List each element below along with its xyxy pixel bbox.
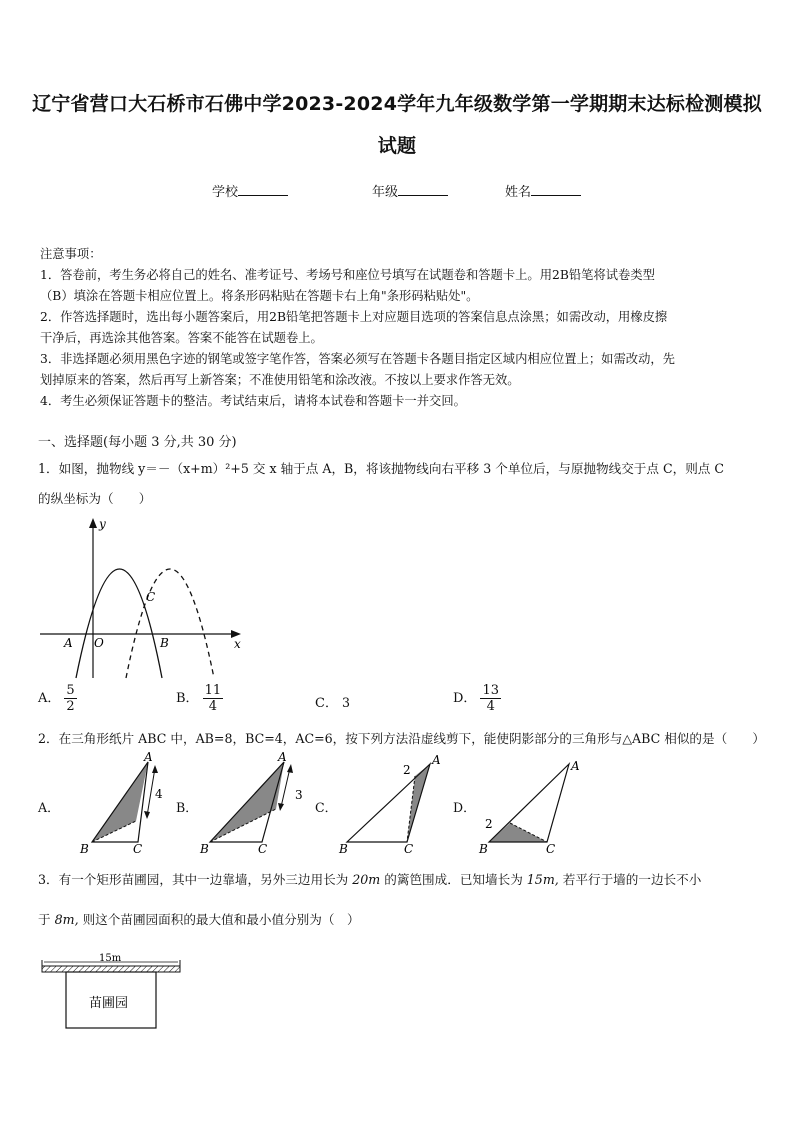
q1-option-c[interactable]: C． 3 [315, 695, 350, 711]
point-b-label: B [160, 636, 169, 650]
note-line: （B）填涂在答题卡相应位置上。将条形码粘贴在答题卡右上角"条形码粘贴处"。 [40, 289, 479, 303]
note-line: 3．非选择题必须用黑色字迹的钢笔或签字笔作答，答案必须写在答题卡各题目指定区域内相应位置上；如需改动，先 [40, 352, 675, 366]
length-mark: 3 [295, 788, 303, 802]
grade-label: 年级 [372, 185, 399, 200]
length-mark: 2 [485, 817, 493, 831]
q2-figure-b [196, 752, 316, 857]
q3-garden-figure [38, 950, 188, 1035]
q1-option-b[interactable]: B． $\frac{11}{4}$ [176, 683, 222, 714]
length-mark: 4 [155, 787, 163, 801]
note-line: 2．作答选择题时，选出每小题答案后，用2B铅笔把答题卡上对应题目选项的答案信息点涂黑；如需改动，用橡皮擦 [40, 310, 668, 324]
note-line: 干净后，再选涂其他答案。答案不能答在试题卷上。 [40, 331, 323, 345]
fraction: $\frac{11}{4}$ [204, 683, 222, 714]
note-line: 划掉原来的答案，然后再写上新答案；不准使用铅笔和涂改液。不按以上要求作答无效。 [40, 373, 520, 387]
q2-figure-c [335, 752, 455, 857]
grade-blank [398, 183, 448, 196]
school-label: 学校 [212, 185, 239, 200]
q1-option-a[interactable]: A． $\frac{5}{2}$ [38, 683, 75, 714]
vertex-b: B [200, 842, 209, 856]
note-line: 1．答卷前，考生务必将自己的姓名、准考证号、考场号和座位号填写在试题卷和答题卡上。用2B铅笔将试卷类型 [40, 268, 655, 282]
name-blank [531, 183, 581, 196]
q1-option-d[interactable]: D． $\frac{13}{4}$ [453, 683, 499, 714]
fraction: $\frac{5}{2}$ [66, 683, 75, 714]
name-field [505, 181, 581, 200]
origin-label: O [94, 636, 104, 650]
notes-block [40, 244, 760, 412]
point-c-label: C [146, 590, 156, 604]
vertex-c: C [546, 842, 556, 856]
q2-option-c-label[interactable]: C． [315, 800, 338, 815]
vertex-b: B [80, 842, 89, 856]
vertex-a: A [432, 753, 441, 767]
question-1-text: 1．如图，抛物线 y＝－（x+m）²+5 交 x 轴于点 A，B，将该抛物线向右平移 3 个单位后，与原抛物线交于点 C，则点 C [38, 461, 725, 476]
school-blank [238, 183, 288, 196]
q2-option-d-label[interactable]: D． [453, 800, 476, 815]
question-3-text: 3．有一个矩形苗圃园，其中一边靠墙，另外三边用长为 20m 的篱笆围成．已知墙长为 15m, 若平行于墙的一边长不小 [38, 872, 702, 887]
section-heading: 一、选择题(每小题 3 分,共 30 分) [38, 435, 237, 450]
vertex-b: B [339, 842, 348, 856]
name-label: 姓名 [505, 185, 532, 200]
page-title-continued: 试题 [377, 135, 417, 157]
x-axis-label: x [234, 637, 241, 651]
vertex-a: A [571, 759, 580, 773]
q2-option-a-label[interactable]: A． [38, 800, 60, 815]
garden-label: 苗圃园 [89, 996, 129, 1011]
question-1-text-cont: 的纵坐标为（ ） [38, 491, 152, 506]
length-mark: 2 [403, 763, 411, 777]
point-a-label: A [64, 636, 73, 650]
question-2-text: 2．在三角形纸片 ABC 中，AB=8，BC=4，AC=6，按下列方法沿虚线剪下，能使阴影部分的三角形与△ABC 相似的是（ ） [38, 731, 765, 746]
notes-heading: 注意事项： [40, 247, 102, 261]
school-field [212, 181, 288, 200]
grade-field [372, 181, 448, 200]
vertex-b: B [479, 842, 488, 856]
fraction: $\frac{13}{4}$ [482, 683, 499, 714]
q1-parabola-figure [38, 510, 253, 680]
vertex-c: C [258, 842, 268, 856]
vertex-a: A [144, 752, 153, 764]
question-3-text-cont: 于 8m, 则这个苗圃园面积的最大值和最小值分别为（ ） [38, 912, 360, 927]
page-title: 辽宁省营口大石桥市石佛中学2023-2024学年九年级数学第一学期期末达标检测模拟 [32, 93, 762, 115]
wall-length-label: 15m [99, 953, 122, 964]
note-line: 4．考生必须保证答题卡的整洁。考试结束后，请将本试卷和答题卡一并交回。 [40, 394, 466, 408]
vertex-a: A [278, 752, 287, 764]
q2-figure-a [58, 752, 178, 857]
q2-option-b-label[interactable]: B． [176, 800, 198, 815]
q2-figure-d [473, 752, 603, 857]
vertex-c: C [404, 842, 414, 856]
y-axis-label: y [99, 517, 106, 531]
vertex-c: C [133, 842, 143, 856]
